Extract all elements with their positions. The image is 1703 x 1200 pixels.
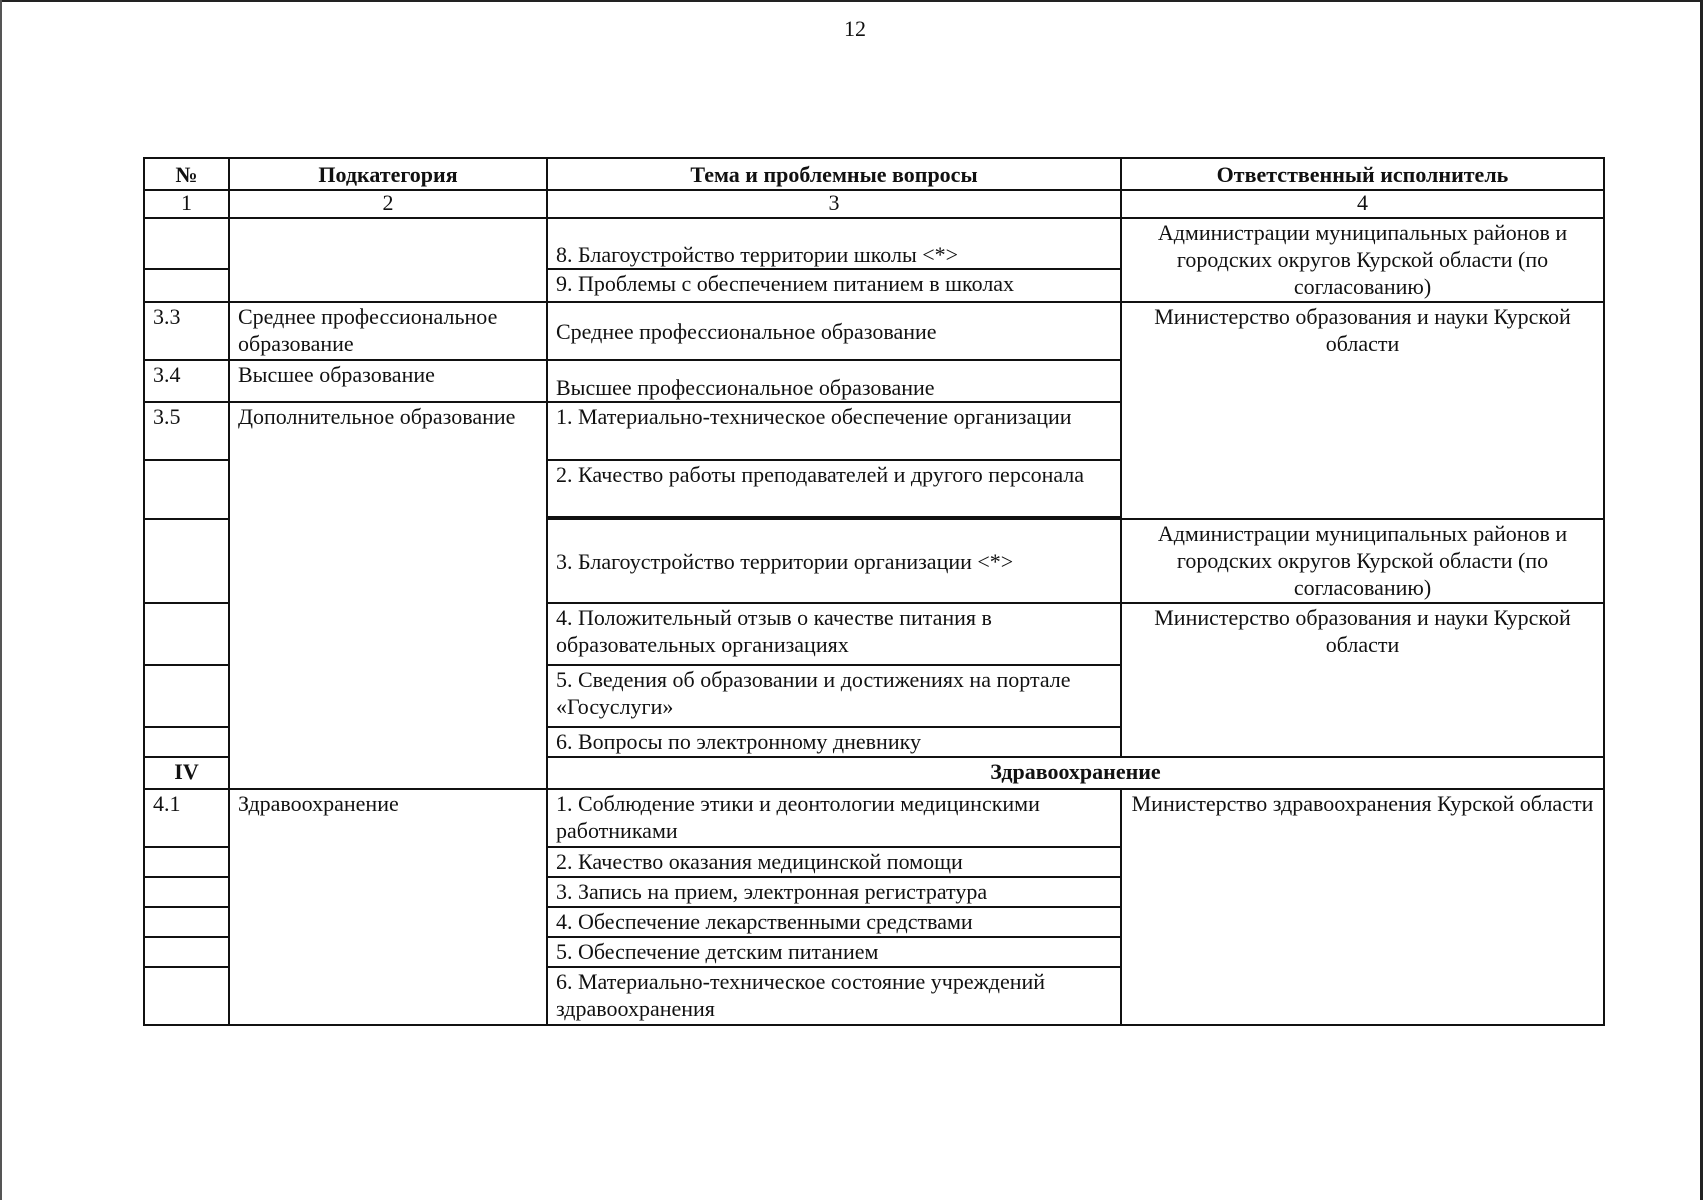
- number-cell: [144, 665, 229, 727]
- number-cell: [144, 727, 229, 757]
- executor-cell: Министерство здравоохранения Курской области: [1121, 789, 1604, 1025]
- number-cell: [144, 847, 229, 877]
- number-cell: [144, 907, 229, 937]
- topic-cell: 6. Материально-техническое состояние учреждений здравоохранения: [547, 967, 1121, 1025]
- topic-cell: 2. Качество работы преподавателей и другого персонала: [547, 460, 1121, 517]
- topic-cell: Высшее профессиональное образование: [547, 360, 1121, 402]
- number-cell: [144, 603, 229, 665]
- executor-cell: Администрации муниципальных районов и городских округов Курской области (по согласованию): [1121, 519, 1604, 603]
- number-cell: [144, 937, 229, 967]
- header-number: №: [144, 158, 229, 190]
- topic-cell: 8. Благоустройство территории школы <*>: [547, 218, 1121, 269]
- header-row: [144, 158, 1604, 190]
- number-cell: 3.3: [144, 302, 229, 360]
- table-row: [144, 789, 1604, 847]
- subcategory-cell: Здравоохранение: [229, 789, 547, 1025]
- column-number: 4: [1121, 190, 1604, 218]
- number-cell: [144, 967, 229, 1025]
- column-number: 2: [229, 190, 547, 218]
- number-cell: [144, 460, 229, 517]
- number-cell: [144, 218, 229, 269]
- number-cell: [144, 519, 229, 603]
- topic-cell: 1. Материально-техническое обеспечение организации: [547, 402, 1121, 460]
- header-executor: Ответственный исполнитель: [1121, 158, 1604, 190]
- topic-cell: 5. Обеспечение детским питанием: [547, 937, 1121, 967]
- topic-cell: 4. Положительный отзыв о качестве питания в образовательных организациях: [547, 603, 1121, 665]
- number-cell: 3.4: [144, 360, 229, 402]
- topic-cell: 2. Качество оказания медицинской помощи: [547, 847, 1121, 877]
- responsibility-table: [143, 157, 1605, 1026]
- executor-cell: Министерство образования и науки Курской области: [1121, 302, 1604, 519]
- topic-cell: 4. Обеспечение лекарственными средствами: [547, 907, 1121, 937]
- subcategory-cell: Среднее профессиональное образование: [229, 302, 547, 360]
- column-numbers-row: [144, 190, 1604, 218]
- page-border-left: [0, 0, 2, 1200]
- subcategory-cell: [229, 218, 547, 302]
- topic-cell: 9. Проблемы с обеспечением питанием в школах: [547, 269, 1121, 302]
- topic-cell: Среднее профессиональное образование: [547, 302, 1121, 360]
- column-number: 1: [144, 190, 229, 218]
- page-border-top: [0, 0, 1703, 2]
- section-number: IV: [144, 757, 229, 789]
- number-cell: 3.5: [144, 402, 229, 460]
- topic-cell: 6. Вопросы по электронному дневнику: [547, 727, 1121, 757]
- executor-cell: Министерство образования и науки Курской области: [1121, 603, 1604, 757]
- subcategory-cell: Дополнительное образование: [229, 402, 547, 789]
- column-number: 3: [547, 190, 1121, 218]
- number-cell: [144, 877, 229, 907]
- topic-cell: 5. Сведения об образовании и достижениях на портале «Госуслуги»: [547, 665, 1121, 727]
- table-row: [144, 218, 1604, 269]
- topic-cell: 3. Запись на прием, электронная регистратура: [547, 877, 1121, 907]
- section-title: Здравоохранение: [547, 757, 1604, 789]
- subcategory-cell: Высшее образование: [229, 360, 547, 402]
- topic-cell: 3. Благоустройство территории организации <*>: [547, 519, 1121, 603]
- page-number: 12: [844, 16, 866, 41]
- header-subcategory: Подкатегория: [229, 158, 547, 190]
- executor-cell: Администрации муниципальных районов и городских округов Курской области (по согласованию): [1121, 218, 1604, 302]
- header-topic: Тема и проблемные вопросы: [547, 158, 1121, 190]
- number-cell: 4.1: [144, 789, 229, 847]
- table-row: [144, 302, 1604, 360]
- number-cell: [144, 269, 229, 302]
- topic-cell: 1. Соблюдение этики и деонтологии медицинскими работниками: [547, 789, 1121, 847]
